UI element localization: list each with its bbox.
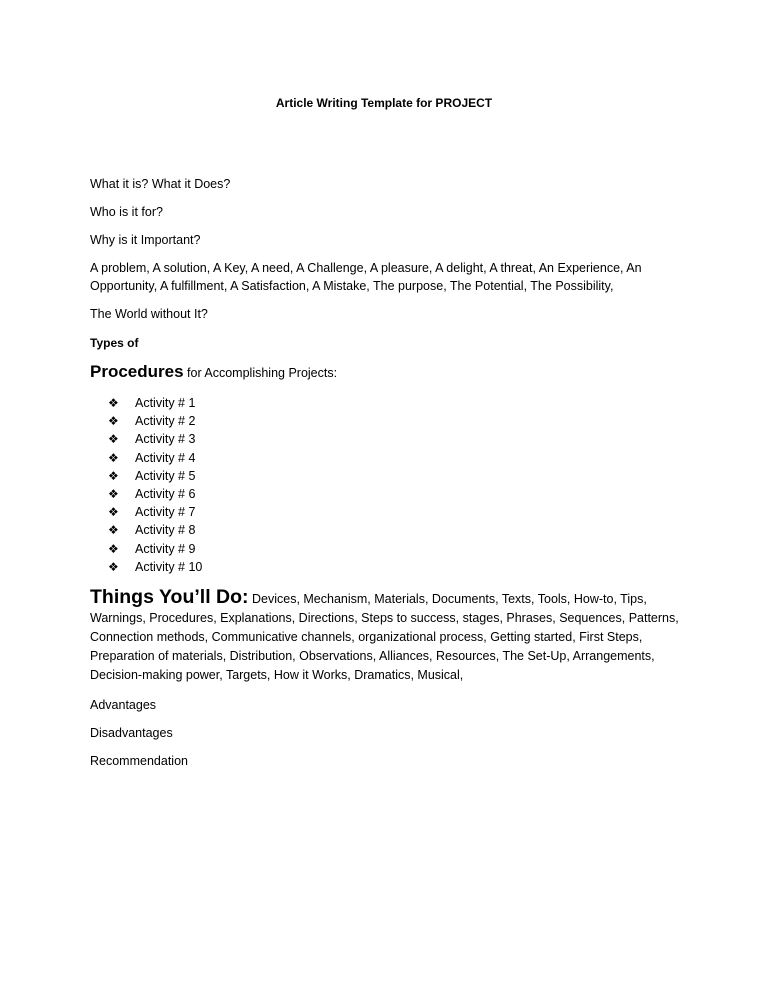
procedures-heading bbox=[90, 363, 337, 382]
list-item bbox=[108, 558, 202, 576]
disadvantages-label: Disadvantages bbox=[90, 726, 173, 740]
list-item bbox=[108, 467, 202, 485]
question-why: Why is it Important? bbox=[90, 233, 201, 247]
question-what: What it is? What it Does? bbox=[90, 177, 231, 191]
things-heading: Things You’ll Do: bbox=[90, 586, 249, 608]
diamond-bullet-icon: ❖ bbox=[108, 450, 119, 465]
importance-paragraph: A problem, A solution, A Key, A need, A Challenge, A pleasure, A delight, A threat, An Experience, An Opportunity, A fulfillment, A Satisfaction, A Mistake, The purpose, The Potential, The Possibility, bbox=[90, 261, 642, 293]
recommendation-label: Recommendation bbox=[90, 754, 188, 768]
list-item bbox=[108, 412, 202, 430]
activity-label: Activity # 2 bbox=[135, 414, 196, 429]
activity-label: Activity # 3 bbox=[135, 432, 196, 447]
diamond-bullet-icon: ❖ bbox=[108, 486, 119, 501]
advantages-label: Advantages bbox=[90, 698, 157, 712]
activity-label: Activity # 5 bbox=[135, 468, 196, 483]
activity-label: Activity # 7 bbox=[135, 505, 196, 520]
list-item bbox=[108, 503, 202, 521]
document-title: Article Writing Template for PROJECT bbox=[275, 96, 493, 110]
activity-label: Activity # 4 bbox=[135, 450, 196, 465]
activity-label: Activity # 9 bbox=[135, 541, 196, 556]
procedures-heading-bold: Procedures bbox=[90, 362, 184, 381]
diamond-bullet-icon: ❖ bbox=[108, 468, 119, 483]
activity-label: Activity # 1 bbox=[135, 396, 196, 410]
diamond-bullet-icon: ❖ bbox=[108, 396, 119, 410]
list-item bbox=[108, 540, 202, 558]
diamond-bullet-icon: ❖ bbox=[108, 523, 119, 538]
types-of-label: Types of bbox=[90, 336, 139, 350]
activity-label: Activity # 10 bbox=[135, 559, 203, 574]
list-item bbox=[108, 449, 202, 467]
list-item bbox=[108, 485, 202, 503]
diamond-bullet-icon: ❖ bbox=[108, 432, 119, 447]
things-list: Devices, Mechanism, Materials, Documents, Texts, Tools, How-to, Tips, Warnings, Procedures, Explanations, Directions, Steps to success, stages, Phrases, Sequences, Patterns, Connection methods, Communicative channels, organizational process, Getting started, First Steps, Preparation of materials, Distribution, Observations, Alliances, Resources, The Set-Up, Arrangements, Decision-making power, Targets, How it Works, Dramatics, Musical, bbox=[90, 592, 679, 682]
question-who: Who is it for? bbox=[90, 205, 163, 219]
list-item bbox=[108, 430, 202, 448]
activity-list bbox=[108, 394, 202, 576]
list-item bbox=[108, 394, 202, 412]
diamond-bullet-icon: ❖ bbox=[108, 541, 119, 556]
activity-label: Activity # 8 bbox=[135, 523, 196, 538]
list-item bbox=[108, 521, 202, 539]
diamond-bullet-icon: ❖ bbox=[108, 414, 119, 429]
diamond-bullet-icon: ❖ bbox=[108, 559, 119, 574]
activity-label: Activity # 6 bbox=[135, 486, 196, 501]
world-without-line: The World without It? bbox=[90, 307, 208, 321]
things-paragraph bbox=[90, 588, 680, 685]
diamond-bullet-icon: ❖ bbox=[108, 505, 119, 520]
procedures-heading-rest: for Accomplishing Projects: bbox=[183, 366, 338, 380]
